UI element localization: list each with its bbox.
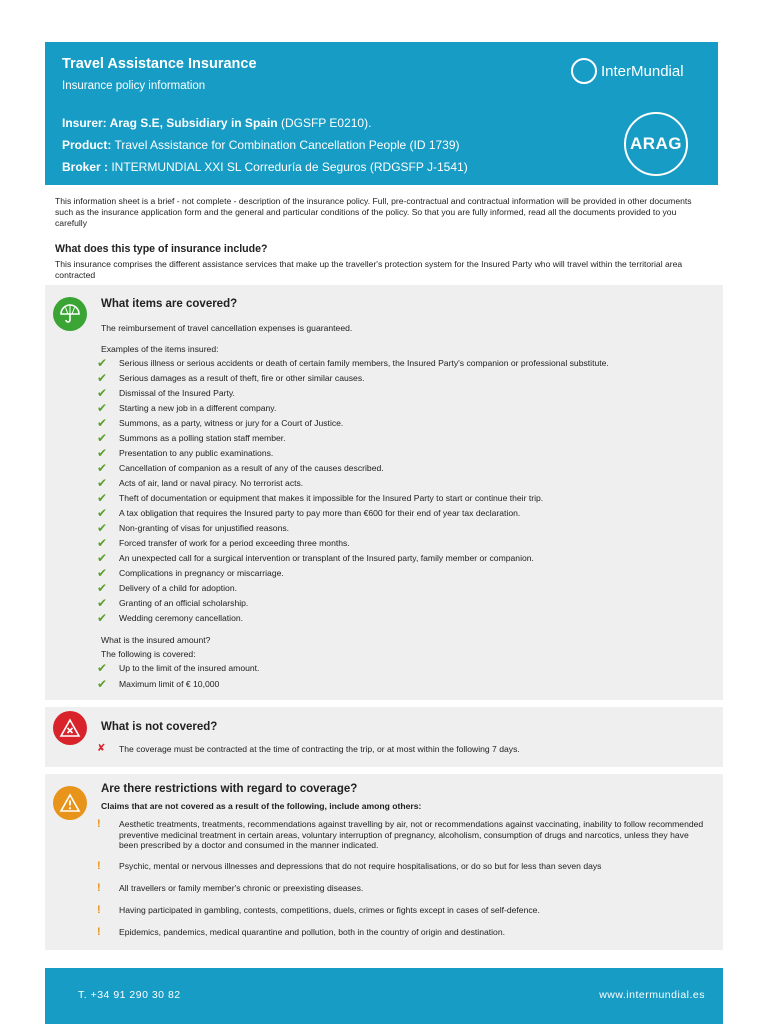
check-icon: ✔ (97, 536, 108, 550)
list-item: ✔ Summons as a polling station staff member. (97, 431, 286, 445)
list-item: ✔ Granting of an official scholarship. (97, 596, 249, 610)
insurer-label: Insurer: Arag S.E, Subsidiary in Spain (62, 116, 278, 130)
list-item: ! Aesthetic treatments, treatments, recommendations against travelling by air, not or recommendations against vaccinating, inability to follow recommended preventive medicinal treatment in certain areas, voluntary interruption of pregnancy, alcoholism, consumption of drugs and narcotics, unless they have been prescribed by a doctor and consumed in the manner indicated. (97, 818, 704, 851)
covered-panel (45, 285, 723, 700)
check-icon: ✔ (97, 446, 108, 460)
warning-x-icon (53, 711, 87, 745)
check-icon: ✔ (97, 416, 108, 430)
list-item: ✔ Serious illness or serious accidents or death of certain family members, the Insured Party's companion or professional substitute. (97, 356, 609, 370)
not-covered-panel (45, 707, 723, 767)
footer-bar (45, 968, 723, 1024)
header-banner (45, 42, 718, 185)
check-icon: ✔ (97, 521, 108, 535)
exclamation-icon: ! (97, 860, 101, 872)
list-item: ! Epidemics, pandemics, medical quarantine and pollution, both in the country of origin and destination. (97, 926, 506, 938)
broker-line (62, 160, 468, 174)
check-icon: ✔ (97, 476, 108, 490)
globe-icon (571, 58, 597, 84)
check-icon: ✔ (97, 371, 108, 385)
check-icon: ✔ (97, 431, 108, 445)
check-icon: ✔ (97, 461, 108, 475)
list-item: ✔ Up to the limit of the insured amount. (97, 661, 260, 675)
check-icon: ✔ (97, 401, 108, 415)
check-icon: ✔ (97, 506, 108, 520)
list-item: ! All travellers or family member's chronic or preexisting diseases. (97, 882, 364, 894)
intermundial-logo (571, 58, 684, 84)
list-item: ✔ Non-granting of visas for unjustified reasons. (97, 521, 290, 535)
footer-website-link[interactable]: www.intermundial.es (599, 989, 705, 1001)
broker-value: INTERMUNDIAL XXI SL Correduría de Seguros (RDGSFP J-1541) (108, 160, 468, 174)
document-title: Travel Assistance Insurance (62, 56, 257, 72)
broker-label: Broker : (62, 160, 109, 174)
cross-icon: ✘ (97, 743, 106, 754)
check-icon: ✔ (97, 566, 108, 580)
list-item: ✘ The coverage must be contracted at the time of contracting the trip, or at most within the following 7 days. (97, 743, 520, 754)
product-value: Travel Assistance for Combination Cancellation People (ID 1739) (111, 138, 460, 152)
check-icon: ✔ (97, 581, 108, 595)
list-item: ✔ Starting a new job in a different company. (97, 401, 277, 415)
list-item: ✔ Summons, as a party, witness or jury for a Court of Justice. (97, 416, 344, 430)
not-covered-title: What is not covered? (101, 721, 218, 733)
list-item: ! Psychic, mental or nervous illnesses and depressions that do not require hospitalisations, or do so but for less than seven days (97, 860, 602, 872)
list-item: ✔ Forced transfer of work for a period exceeding three months. (97, 536, 350, 550)
product-label: Product: (62, 138, 112, 152)
restrictions-subtitle: Claims that are not covered as a result of the following, include among others: (101, 801, 422, 811)
arag-logo (624, 112, 688, 176)
list-item: ! Having participated in gambling, contests, competitions, duels, crimes or fights except in cases of self-defence. (97, 904, 540, 916)
arag-logo-text: ARAG (629, 134, 683, 153)
exclamation-icon: ! (97, 926, 101, 938)
include-text: This insurance comprises the different assistance services that make up the traveller's protection system for the Insured Party who will travel within the territorial area contracted (55, 259, 683, 280)
restrictions-panel (45, 774, 723, 950)
list-item: ✔ Maximum limit of € 10,000 (97, 677, 220, 691)
list-item: ✔ Complications in pregnancy or miscarriage. (97, 566, 284, 580)
exclamation-icon: ! (97, 882, 101, 894)
list-item: ✔ Presentation to any public examinations. (97, 446, 274, 460)
intro-text: This information sheet is a brief - not complete - description of the insurance policy. Full, pre-contractual and contractual information will be provided in other documents such as the insurance application form and the general and particular conditions of the policy. So that you are fully informed, read all the documents provided to you carefully (55, 196, 692, 228)
examples-label: Examples of the items insured: (101, 344, 219, 354)
check-icon: ✔ (97, 596, 108, 610)
exclamation-icon: ! (97, 818, 101, 830)
exclamation-icon: ! (97, 904, 101, 916)
following-covered-label: The following is covered: (101, 649, 196, 659)
warning-icon (53, 786, 87, 820)
list-item: ✔ Theft of documentation or equipment that makes it impossible for the Insured Party to start or continue their trip. (97, 491, 544, 505)
intermundial-logo-text: InterMundial (601, 62, 684, 80)
restrictions-title: Are there restrictions with regard to coverage? (101, 783, 358, 795)
product-line (62, 138, 460, 152)
list-item: ✔ Acts of air, land or naval piracy. No terrorist acts. (97, 476, 304, 490)
check-icon: ✔ (97, 356, 108, 370)
list-item: ✔ A tax obligation that requires the Insured party to pay more than €600 for their end of year tax declaration. (97, 506, 521, 520)
list-item: ✔ An unexpected call for a surgical intervention or transplant of the Insured party, family member or companion. (97, 551, 534, 565)
list-item: ✔ Cancellation of companion as a result of any of the causes described. (97, 461, 384, 475)
document-subtitle: Insurance policy information (62, 80, 206, 92)
list-item: ✔ Wedding ceremony cancellation. (97, 611, 244, 625)
check-icon: ✔ (97, 611, 108, 625)
umbrella-icon (53, 297, 87, 331)
check-icon: ✔ (97, 661, 108, 675)
footer-phone: T. +34 91 290 30 82 (78, 989, 181, 1001)
insurer-value: (DGSFP E0210). (277, 116, 372, 130)
check-icon: ✔ (97, 386, 108, 400)
check-icon: ✔ (97, 677, 108, 691)
check-icon: ✔ (97, 491, 108, 505)
covered-lead: The reimbursement of travel cancellation expenses is guaranteed. (101, 323, 353, 333)
list-item: ✔ Delivery of a child for adoption. (97, 581, 237, 595)
list-item: ✔ Serious damages as a result of theft, fire or other similar causes. (97, 371, 365, 385)
include-heading: What does this type of insurance include? (55, 243, 268, 255)
covered-title: What items are covered? (101, 298, 238, 310)
insured-amount-question: What is the insured amount? (101, 635, 211, 645)
insurer-line (62, 116, 371, 130)
check-icon: ✔ (97, 551, 108, 565)
list-item: ✔ Dismissal of the Insured Party. (97, 386, 235, 400)
